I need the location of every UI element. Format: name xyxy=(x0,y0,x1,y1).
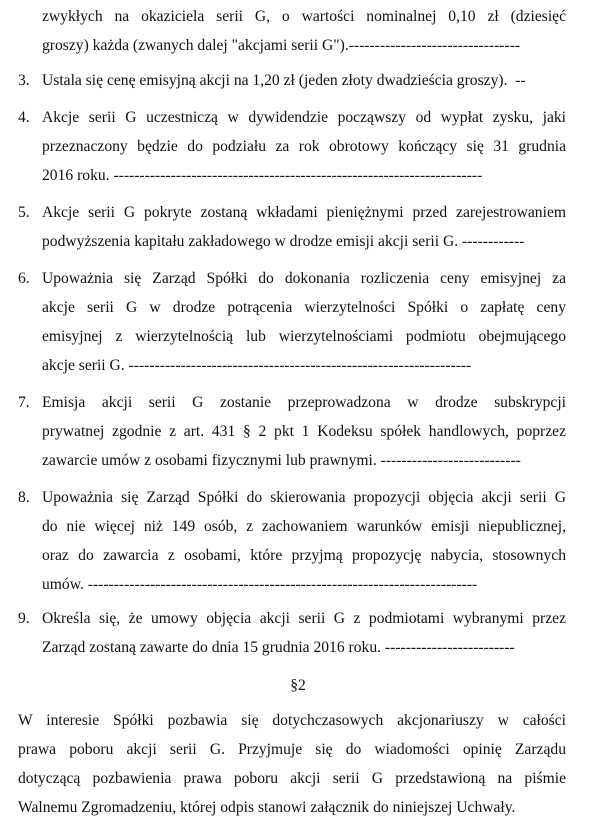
item-8-line-1: Upoważnia się Zarząd Spółki do skierowania propozycji objęcia akcji serii G xyxy=(42,489,566,506)
fragment-line-1: zwykłych na okaziciela serii G, o wartości nominalnej 0,10 zł (dziesięć xyxy=(42,8,566,25)
item-6-line-2: akcje serii G w drodze potrącenia wierzytelności Spółki o zapłatę ceny xyxy=(42,299,566,316)
item-number-4: 4. xyxy=(18,109,30,126)
item-9-line-1: Określa się, że umowy objęcia akcji serii G z podmiotami wybranymi przez xyxy=(42,610,566,627)
item-6-line-4: akcje serii G. ------------------------------------------------------------------ xyxy=(42,357,472,374)
item-number-9: 9. xyxy=(18,610,30,627)
closing-paragraph-line-4: Walnemu Zgromadzeniu, której odpis stanowi załącznik do niniejszej Uchwały. xyxy=(18,799,516,816)
item-4-line-3: 2016 roku. ----------------------------------------------------------------------- xyxy=(42,167,483,184)
item-5-line-1: Akcje serii G pokryte zostaną wkładami pieniężnymi przed zarejestrowaniem xyxy=(42,204,566,221)
item-number-7: 7. xyxy=(18,394,30,411)
item-number-6: 6. xyxy=(18,270,30,287)
closing-paragraph-line-2: prawa poboru akcji serii G. Przyjmuje się do wiadomości opinię Zarządu xyxy=(18,741,566,758)
closing-paragraph-line-1: W interesie Spółki pozbawia się dotychczasowych akcjonariuszy w całości xyxy=(18,712,566,729)
item-3-line-1: Ustala się cenę emisyjną akcji na 1,20 zł (jeden złoty dwadzieścia groszy). -- xyxy=(42,72,526,89)
fragment-line-2: groszy) każda (zwanych dalej "akcjami serii G").--------------------------------- xyxy=(42,37,521,54)
item-number-3: 3. xyxy=(18,72,30,89)
item-8-line-4: umów. --------------------------------------------------------------------------- xyxy=(42,576,478,593)
item-5-line-2: podwyższenia kapitału zakładowego w drodze emisji akcji serii G. ------------ xyxy=(42,233,525,250)
item-number-8: 8. xyxy=(18,489,30,506)
item-number-5: 5. xyxy=(18,204,30,221)
item-9-line-2: Zarząd zostaną zawarte do dnia 15 grudnia 2016 roku. ------------------------- xyxy=(42,639,515,656)
closing-paragraph-line-3: dotyczącą pozbawienia prawa poboru akcji serii G przedstawioną na piśmie xyxy=(18,770,566,787)
item-4-line-2: przeznaczony będzie do podziału za rok obrotowy kończący się 31 grudnia xyxy=(42,138,566,155)
item-7-line-3: zawarcie umów z osobami fizycznymi lub prawnymi. --------------------------- xyxy=(42,452,521,469)
item-8-line-2: do nie więcej niż 149 osób, z zachowaniem warunków emisji niepublicznej, xyxy=(42,518,566,535)
section-heading: §2 xyxy=(290,677,306,694)
item-4-line-1: Akcje serii G uczestniczą w dywidendzie począwszy od wypłat zysku, jaki xyxy=(42,109,566,126)
item-7-line-2: prywatnej zgodnie z art. 431 § 2 pkt 1 Kodeksu spółek handlowych, poprzez xyxy=(42,423,566,440)
item-8-line-3: oraz do zawarcia z osobami, które przyjmą propozycję nabycia, stosownych xyxy=(42,547,566,564)
item-6-line-3: emisyjnej z wierzytelnością lub wierzytelnościami podmiotu obejmującego xyxy=(42,328,566,345)
item-7-line-1: Emisja akcji serii G zostanie przeprowadzona w drodze subskrypcji xyxy=(42,394,566,411)
item-6-line-1: Upoważnia się Zarząd Spółki do dokonania rozliczenia ceny emisyjnej za xyxy=(42,270,566,287)
